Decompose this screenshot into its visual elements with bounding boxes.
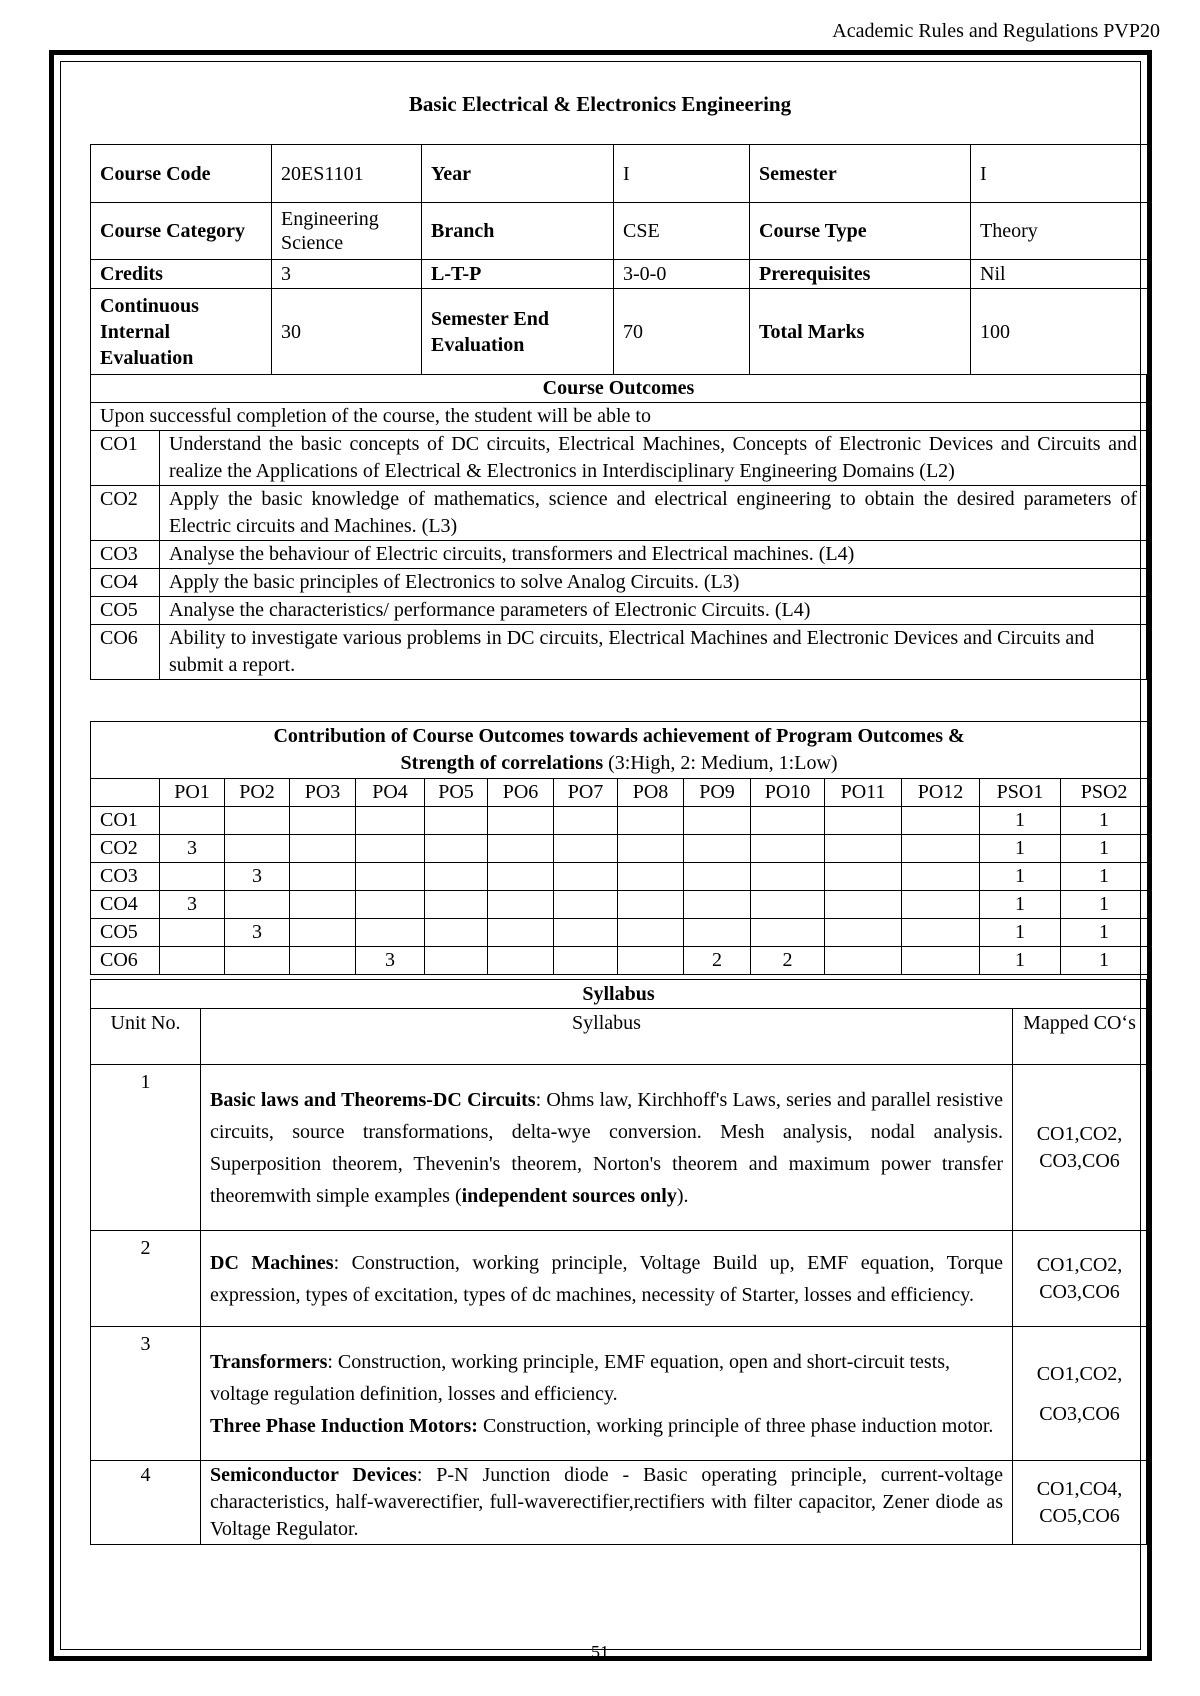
outcome-code: CO6 bbox=[91, 625, 160, 680]
matrix-cell: 3 bbox=[160, 891, 225, 919]
matrix-cell bbox=[618, 863, 684, 891]
see-label: Semester End Evaluation bbox=[422, 289, 614, 375]
unit-mapped-cos bbox=[1013, 1327, 1147, 1461]
matrix-cell bbox=[356, 835, 425, 863]
syllabus-table bbox=[90, 979, 1147, 1545]
matrix-cell bbox=[425, 807, 488, 835]
matrix-cell bbox=[225, 947, 290, 975]
matrix-column-header: PO10 bbox=[751, 779, 825, 807]
outcome-code: CO3 bbox=[91, 541, 160, 569]
unit-content bbox=[201, 1231, 1013, 1327]
matrix-row bbox=[91, 835, 1148, 863]
outcome-row bbox=[91, 597, 1147, 625]
unit-content bbox=[201, 1327, 1013, 1461]
matrix-cell: 1 bbox=[980, 919, 1061, 947]
course-code-label: Course Code bbox=[91, 145, 272, 203]
matrix-cell bbox=[290, 947, 356, 975]
total-marks-label: Total Marks bbox=[750, 289, 971, 375]
outcomes-heading: Course Outcomes bbox=[91, 375, 1147, 403]
outcome-text: Apply the basic principles of Electronics to solve Analog Circuits. (L3) bbox=[160, 569, 1147, 597]
matrix-cell: 1 bbox=[1061, 947, 1148, 975]
matrix-cell bbox=[825, 919, 902, 947]
unit-number: 2 bbox=[91, 1231, 201, 1327]
matrix-cell bbox=[751, 807, 825, 835]
outcome-row bbox=[91, 625, 1147, 680]
outcome-row bbox=[91, 569, 1147, 597]
unit-no-header: Unit No. bbox=[91, 1009, 201, 1065]
matrix-cell bbox=[825, 807, 902, 835]
ltp-value: 3-0-0 bbox=[614, 260, 750, 289]
matrix-cell bbox=[356, 919, 425, 947]
matrix-row bbox=[91, 863, 1148, 891]
matrix-row bbox=[91, 919, 1148, 947]
course-category-value: Engineering Science bbox=[272, 203, 422, 260]
matrix-corner-cell bbox=[91, 779, 160, 807]
matrix-cell bbox=[751, 863, 825, 891]
matrix-row bbox=[91, 807, 1148, 835]
prerequisites-value: Nil bbox=[971, 260, 1148, 289]
matrix-cell: 2 bbox=[751, 947, 825, 975]
cie-value: 30 bbox=[272, 289, 422, 375]
outcomes-intro: Upon successful completion of the course, the student will be able to bbox=[91, 403, 1147, 431]
outcome-code: CO1 bbox=[91, 431, 160, 486]
credits-label: Credits bbox=[91, 260, 272, 289]
outcome-row bbox=[91, 486, 1147, 541]
matrix-heading-strength: Strength of correlations bbox=[400, 752, 604, 774]
matrix-cell bbox=[554, 835, 618, 863]
course-outcomes-table bbox=[90, 374, 1147, 680]
outcome-text: Apply the basic knowledge of mathematics, science and electrical engineering to obtain the desired parameters of Electric circuits and Machines. (L3) bbox=[160, 486, 1147, 541]
matrix-cell bbox=[825, 863, 902, 891]
matrix-heading bbox=[91, 722, 1148, 779]
matrix-cell bbox=[902, 947, 980, 975]
matrix-heading-line1: Contribution of Course Outcomes towards achievement of Program Outcomes & bbox=[273, 725, 965, 747]
matrix-cell bbox=[160, 863, 225, 891]
unit-title: DC Machines bbox=[210, 1251, 334, 1274]
course-title: Basic Electrical & Electronics Engineering bbox=[408, 92, 792, 116]
matrix-cell bbox=[902, 863, 980, 891]
matrix-cell bbox=[488, 863, 554, 891]
matrix-cell: 1 bbox=[980, 863, 1061, 891]
matrix-row-label: CO4 bbox=[91, 891, 160, 919]
page-number: 51 bbox=[591, 1642, 609, 1662]
matrix-cell bbox=[684, 891, 751, 919]
unit-mapped-cos: CO1,CO4, CO5,CO6 bbox=[1013, 1461, 1147, 1545]
unit-number: 1 bbox=[91, 1065, 201, 1231]
outcome-text: Analyse the behaviour of Electric circuits, transformers and Electrical machines. (L4) bbox=[160, 541, 1147, 569]
matrix-cell: 1 bbox=[980, 835, 1061, 863]
semester-value: I bbox=[971, 145, 1148, 203]
outcome-row bbox=[91, 541, 1147, 569]
mapped-cos-header: Mapped CO‘s bbox=[1013, 1009, 1147, 1065]
matrix-cell bbox=[902, 919, 980, 947]
unit-content bbox=[201, 1065, 1013, 1231]
semester-label: Semester bbox=[750, 145, 971, 203]
matrix-cell: 3 bbox=[356, 947, 425, 975]
matrix-cell bbox=[902, 835, 980, 863]
matrix-cell bbox=[425, 863, 488, 891]
matrix-cell: 3 bbox=[225, 863, 290, 891]
matrix-cell bbox=[488, 947, 554, 975]
unit-title: Semiconductor Devices bbox=[210, 1464, 417, 1486]
matrix-cell bbox=[425, 891, 488, 919]
matrix-cell bbox=[825, 891, 902, 919]
outcome-text: Analyse the characteristics/ performance parameters of Electronic Circuits. (L4) bbox=[160, 597, 1147, 625]
matrix-cell bbox=[488, 891, 554, 919]
matrix-cell bbox=[356, 807, 425, 835]
unit-title: Transformers bbox=[210, 1350, 328, 1373]
matrix-cell bbox=[751, 919, 825, 947]
matrix-column-header: PO3 bbox=[290, 779, 356, 807]
outcome-text: Understand the basic concepts of DC circuits, Electrical Machines, Concepts of Electronic Devices and Circuits and realize the Applications of Electrical & Electronics in Interdisciplinary Engineering Domains (L2) bbox=[160, 431, 1147, 486]
unit-mapped-line1: CO1,CO2, bbox=[1036, 1362, 1123, 1385]
matrix-cell bbox=[225, 835, 290, 863]
unit-text: : P-N Junction diode - Basic operating principle, current-voltage characteristics, half-waverectifier, full-waverectifier,rectifiers with filter capacitor, Zener diode as Voltage Regulator. bbox=[210, 1464, 1003, 1540]
syllabus-heading: Syllabus bbox=[91, 980, 1147, 1009]
matrix-cell bbox=[290, 835, 356, 863]
matrix-cell bbox=[684, 807, 751, 835]
course-info-table bbox=[90, 144, 1148, 375]
matrix-cell bbox=[488, 807, 554, 835]
matrix-column-header: PO7 bbox=[554, 779, 618, 807]
matrix-cell bbox=[684, 919, 751, 947]
unit-mapped-cos: CO1,CO2, CO3,CO6 bbox=[1013, 1231, 1147, 1327]
unit-content bbox=[201, 1461, 1013, 1545]
matrix-column-header: PSO2 bbox=[1061, 779, 1148, 807]
matrix-heading-scale: (3:High, 2: Medium, 1:Low) bbox=[603, 752, 838, 774]
year-label: Year bbox=[422, 145, 614, 203]
matrix-cell: 3 bbox=[225, 919, 290, 947]
matrix-column-header: PO4 bbox=[356, 779, 425, 807]
matrix-cell: 1 bbox=[1061, 807, 1148, 835]
matrix-cell bbox=[554, 807, 618, 835]
matrix-cell bbox=[356, 863, 425, 891]
matrix-cell bbox=[356, 891, 425, 919]
matrix-cell bbox=[160, 807, 225, 835]
unit-text: : Ohms law, Kirchhoff's Laws, series and parallel resistive circuits, source transformations, delta-wye conversion. Mesh analysis, nodal analysis. Superposition theorem, Thevenin's theorem, Norton's theorem and maximum power transfer theoremwith simple examples ( bbox=[210, 1088, 1003, 1207]
matrix-row-label: CO5 bbox=[91, 919, 160, 947]
matrix-cell bbox=[554, 947, 618, 975]
matrix-cell bbox=[225, 807, 290, 835]
matrix-cell bbox=[618, 919, 684, 947]
matrix-cell bbox=[554, 863, 618, 891]
unit-text-bold: independent sources only bbox=[461, 1184, 677, 1207]
matrix-cell bbox=[290, 891, 356, 919]
credits-value: 3 bbox=[272, 260, 422, 289]
outcome-text: Ability to investigate various problems in DC circuits, Electrical Machines and Electronic Devices and Circuits and submit a report. bbox=[160, 625, 1147, 680]
see-value: 70 bbox=[614, 289, 750, 375]
syllabus-header: Syllabus bbox=[201, 1009, 1013, 1065]
matrix-cell bbox=[618, 807, 684, 835]
total-marks-value: 100 bbox=[971, 289, 1148, 375]
unit-number: 4 bbox=[91, 1461, 201, 1545]
matrix-row bbox=[91, 891, 1148, 919]
branch-value: CSE bbox=[614, 203, 750, 260]
matrix-column-header: PO5 bbox=[425, 779, 488, 807]
matrix-cell bbox=[618, 835, 684, 863]
matrix-cell: 1 bbox=[980, 891, 1061, 919]
branch-label: Branch bbox=[422, 203, 614, 260]
matrix-row-label: CO3 bbox=[91, 863, 160, 891]
unit-subtitle: Three Phase Induction Motors: bbox=[210, 1414, 478, 1437]
matrix-cell: 1 bbox=[980, 947, 1061, 975]
running-header: Academic Rules and Regulations PVP20 bbox=[832, 20, 1160, 42]
unit-title: Basic laws and Theorems-DC Circuits bbox=[210, 1088, 536, 1111]
year-value: I bbox=[614, 145, 750, 203]
matrix-column-header: PO8 bbox=[618, 779, 684, 807]
matrix-cell bbox=[554, 919, 618, 947]
matrix-cell bbox=[290, 807, 356, 835]
matrix-column-header: PO9 bbox=[684, 779, 751, 807]
matrix-column-header: PO2 bbox=[225, 779, 290, 807]
matrix-cell bbox=[225, 891, 290, 919]
matrix-cell: 2 bbox=[684, 947, 751, 975]
matrix-cell bbox=[425, 947, 488, 975]
matrix-cell bbox=[618, 947, 684, 975]
matrix-row-label: CO6 bbox=[91, 947, 160, 975]
matrix-cell: 1 bbox=[1061, 835, 1148, 863]
unit-text: : Construction, working principle, EMF equation, open and short-circuit tests, voltage regulation definition, losses and efficiency. bbox=[210, 1350, 951, 1405]
matrix-cell bbox=[488, 835, 554, 863]
matrix-header-row bbox=[91, 779, 1148, 807]
matrix-cell bbox=[902, 891, 980, 919]
outcome-code: CO5 bbox=[91, 597, 160, 625]
ltp-label: L-T-P bbox=[422, 260, 614, 289]
outcome-code: CO4 bbox=[91, 569, 160, 597]
matrix-cell: 3 bbox=[160, 835, 225, 863]
matrix-cell bbox=[290, 919, 356, 947]
matrix-cell bbox=[751, 891, 825, 919]
matrix-row-label: CO1 bbox=[91, 807, 160, 835]
matrix-cell bbox=[825, 835, 902, 863]
unit-text-tail: ). bbox=[676, 1184, 689, 1207]
cie-label: Continuous Internal Evaluation bbox=[91, 289, 272, 375]
unit-mapped-cos: CO1,CO2, CO3,CO6 bbox=[1013, 1065, 1147, 1231]
matrix-column-header: PO6 bbox=[488, 779, 554, 807]
matrix-cell bbox=[902, 807, 980, 835]
matrix-column-header: PO11 bbox=[825, 779, 902, 807]
matrix-cell bbox=[684, 835, 751, 863]
course-type-value: Theory bbox=[971, 203, 1148, 260]
matrix-cell: 1 bbox=[1061, 919, 1148, 947]
outcome-row bbox=[91, 431, 1147, 486]
matrix-cell: 1 bbox=[1061, 863, 1148, 891]
course-type-label: Course Type bbox=[750, 203, 971, 260]
syllabus-unit-row bbox=[91, 1461, 1147, 1545]
unit-subtext: Construction, working principle of three phase induction motor. bbox=[477, 1414, 994, 1437]
matrix-row-label: CO2 bbox=[91, 835, 160, 863]
matrix-column-header: PSO1 bbox=[980, 779, 1061, 807]
unit-number: 3 bbox=[91, 1327, 201, 1461]
course-category-label: Course Category bbox=[91, 203, 272, 260]
unit-text: : Construction, working principle, Voltage Build up, EMF equation, Torque expression, types of excitation, types of dc machines, necessity of Starter, losses and efficiency. bbox=[210, 1251, 1003, 1306]
matrix-column-header: PO12 bbox=[902, 779, 980, 807]
unit-mapped-line2: CO3,CO6 bbox=[1039, 1402, 1120, 1425]
matrix-cell bbox=[751, 835, 825, 863]
matrix-cell bbox=[290, 863, 356, 891]
matrix-cell bbox=[425, 835, 488, 863]
prerequisites-label: Prerequisites bbox=[750, 260, 971, 289]
matrix-cell bbox=[825, 947, 902, 975]
matrix-cell bbox=[425, 919, 488, 947]
matrix-cell bbox=[160, 919, 225, 947]
matrix-cell bbox=[160, 947, 225, 975]
matrix-cell bbox=[618, 891, 684, 919]
matrix-row bbox=[91, 947, 1148, 975]
syllabus-unit-row bbox=[91, 1327, 1147, 1461]
matrix-cell: 1 bbox=[1061, 891, 1148, 919]
matrix-cell: 1 bbox=[980, 807, 1061, 835]
matrix-cell bbox=[684, 863, 751, 891]
matrix-column-header: PO1 bbox=[160, 779, 225, 807]
course-code-value: 20ES1101 bbox=[272, 145, 422, 203]
co-po-matrix bbox=[90, 721, 1148, 975]
outcome-code: CO2 bbox=[91, 486, 160, 541]
syllabus-unit-row bbox=[91, 1065, 1147, 1231]
matrix-cell bbox=[554, 891, 618, 919]
matrix-cell bbox=[488, 919, 554, 947]
syllabus-unit-row bbox=[91, 1231, 1147, 1327]
